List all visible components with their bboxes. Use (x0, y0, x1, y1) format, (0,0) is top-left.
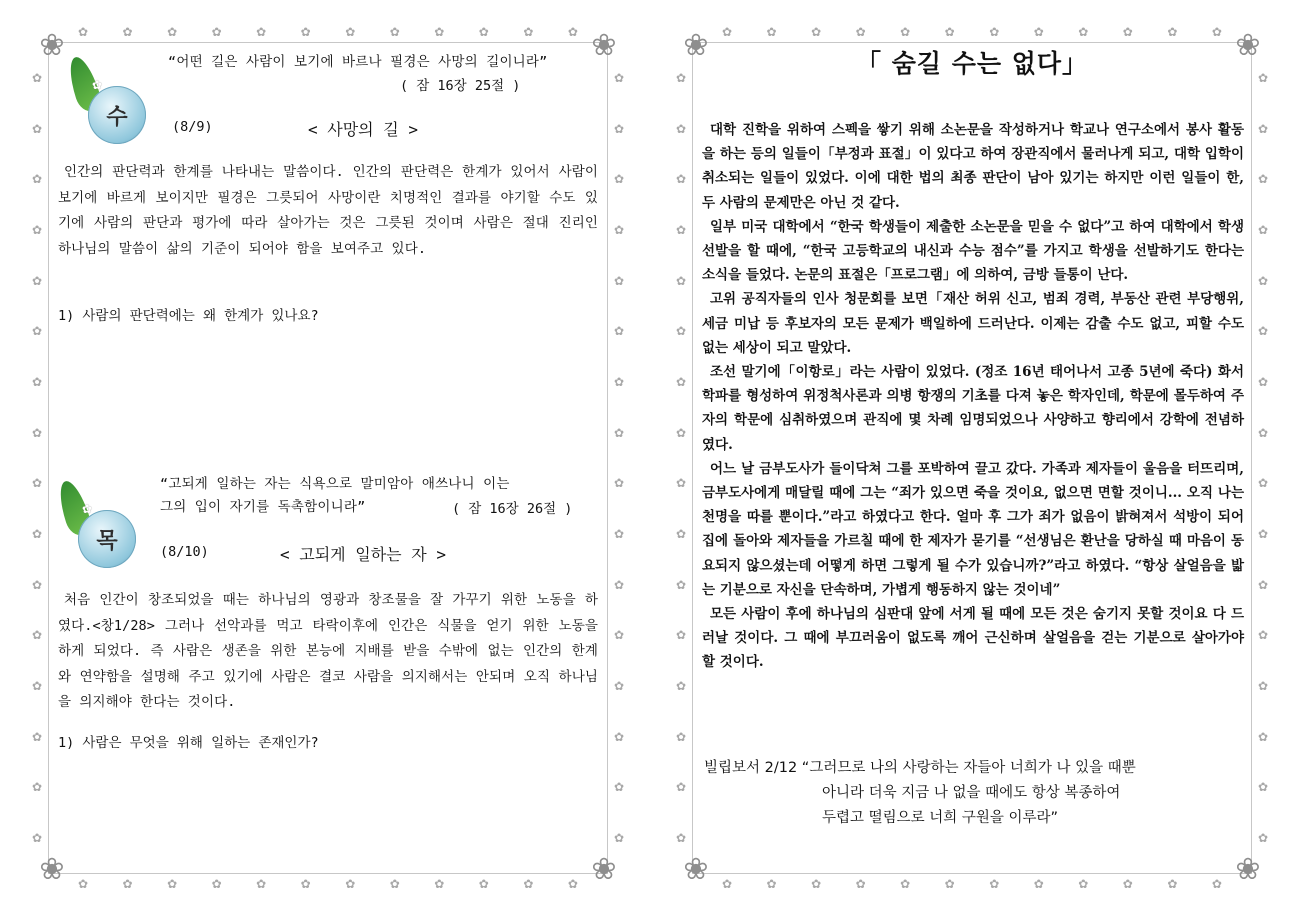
flower-icon: ✿ (345, 25, 356, 39)
flower-icon: ✿ (1257, 172, 1268, 187)
flower-icon: ✿ (1257, 121, 1268, 136)
flower-icon: ✿ (811, 877, 822, 891)
flower-icon: ✿ (1122, 25, 1133, 39)
flower-icon: ✿ (1257, 222, 1268, 237)
flower-icon: ✿ (989, 877, 1000, 891)
flower-icon: ✿ (1211, 877, 1222, 891)
lesson2-body: 처음 인간이 창조되었을 때는 하나님의 영광과 창조물을 잘 가꾸기 위한 노동을 하였다.<창1/28> 그러나 선악과를 먹고 타락이후에 인간은 식물을 얻기 위한 노동을 하게 되었다. 즉 사람은 생존을 위한 본능에 지배를 받을 수밖에 없는 인간의 한계와 연약함을 설명해 주고 있기에 사람은 결코 사람을 의지해서는 안되며 오직 하나님을 의지해야 한다는 것이다. (58, 592, 598, 710)
flower-icon: ✿ (122, 25, 133, 39)
article-paragraph: 조선 말기에「이항로」라는 사람이 있었다. (정조 16년 태어나서 고종 5년에 죽다) 화서학파를 형성하여 위정척사론과 의병 항쟁의 기초를 다져 놓은 학자인데, 학문에 몰두하여 주자의 학문에 심취하였으며 관직에 몇 차례 임명되었으나 사양하고 향리에서 강학에 전념하였다. (702, 364, 1244, 453)
article-paragraph: 고위 공직자들의 인사 청문회를 보면「재산 허위 신고, 범죄 경력, 부동산 관련 부당행위, 세금 미납 등 후보자의 모든 문제가 백일하에 드러난다. 이제는 감출 수도 없고, 피할 수도 없는 세상이 되고 말았다. (702, 291, 1244, 356)
lesson2-date: (8/10) (160, 544, 209, 560)
flower-icon: ✿ (256, 25, 267, 39)
corner-flower-icon: ❀ (683, 852, 709, 887)
lesson2-question: 1) 사람은 무엇을 위해 일하는 존재인가? (58, 735, 319, 751)
closing-verse-line1: 빌립보서 2/12 “그러므로 나의 사랑하는 자들아 너희가 나 있을 때뿐 (704, 760, 1136, 776)
flower-icon: ✿ (676, 780, 687, 795)
flower-icon: ✿ (1257, 678, 1268, 693)
flower-icon: ✿ (211, 25, 222, 39)
flower-icon: ✿ (613, 628, 624, 643)
lesson1-reference: ( 잠 16장 25절 ) (400, 78, 521, 94)
lesson1-date: (8/9) (172, 119, 213, 135)
flower-icon: ✿ (811, 25, 822, 39)
flower-icon: ✿ (1078, 25, 1089, 39)
flower-icon: ✿ (613, 729, 624, 744)
flower-icon: ✿ (1078, 877, 1089, 891)
flower-icon: ✿ (1257, 729, 1268, 744)
flower-icon: ✿ (1257, 628, 1268, 643)
lesson2-verse-line2: 그의 입이 자기를 독촉함이니라” (160, 499, 366, 515)
article-paragraph: 모든 사람이 후에 하나님의 심판대 앞에 서게 될 때에 모든 것은 숨기지 못할 것이요 다 드러날 것이다. 그 때에 부끄러움이 없도록 깨어 근신하며 살얼음을 걷는 기분으로 살아가야 할 것이다. (702, 606, 1244, 671)
flower-icon: ✿ (676, 526, 687, 541)
flower-icon: ✿ (32, 830, 43, 845)
flower-icon: ✿ (766, 25, 777, 39)
flower-icon: ✿ (1033, 877, 1044, 891)
flower-icon: ✿ (613, 71, 624, 85)
flower-icon: ✿ (1122, 877, 1133, 891)
flower-icon: ✿ (567, 25, 578, 39)
border-flowers-bottom (78, 878, 578, 890)
lesson1-title: < 사망의 길 > (308, 120, 418, 139)
corner-flower-icon: ❀ (39, 852, 65, 887)
flower-icon: ✿ (32, 729, 43, 744)
flower-icon: ✿ (32, 678, 43, 693)
flower-icon: ✿ (676, 830, 687, 845)
flower-icon: ✿ (32, 324, 43, 339)
corner-flower-icon: ❀ (591, 852, 617, 887)
flower-icon: ✿ (167, 25, 178, 39)
flower-icon: ✿ (613, 374, 624, 389)
border-flowers-top (78, 26, 578, 38)
flower-icon: ✿ (300, 25, 311, 39)
lesson2-verse-line1: “고되게 일하는 자는 식욕으로 말미암아 애쓰나니 이는 (160, 476, 510, 492)
flower-icon: ✿ (676, 374, 687, 389)
flower-icon: ✿ (345, 877, 356, 891)
closing-verse (704, 756, 1254, 831)
flower-icon: ✿ (32, 222, 43, 237)
flower-icon: ✿ (613, 678, 624, 693)
flower-icon: ✿ (1211, 25, 1222, 39)
corner-flower-icon: ❀ (591, 28, 617, 63)
flower-icon: ✿ (32, 172, 43, 187)
flower-icon: ✿ (900, 877, 911, 891)
flower-icon: ✿ (389, 877, 400, 891)
border-flowers-top (722, 26, 1222, 38)
flower-icon: ✿ (211, 877, 222, 891)
day-badge-label: 목 (96, 527, 118, 554)
flower-icon: ✿ (613, 577, 624, 592)
closing-verse-line2: 아니라 더욱 지금 나 없을 때에도 항상 복종하여 (822, 785, 1121, 801)
flower-icon: ✿ (613, 476, 624, 491)
flower-icon: ✿ (676, 222, 687, 237)
flower-icon: ✿ (1167, 25, 1178, 39)
border-flowers-left (32, 72, 42, 844)
flower-icon: ✿ (676, 628, 687, 643)
article-body (702, 118, 1244, 675)
flower-icon: ✿ (256, 877, 267, 891)
flower-icon: ✿ (1033, 25, 1044, 39)
day-badge-label: 수 (106, 103, 128, 130)
flower-icon: ✿ (1257, 71, 1268, 85)
flower-icon: ✿ (32, 780, 43, 795)
flower-icon: ✿ (1257, 780, 1268, 795)
flower-icon: ✿ (613, 526, 624, 541)
flower-icon: ✿ (613, 273, 624, 288)
flower-icon: ✿ (676, 577, 687, 592)
flower-icon: ✿ (1257, 425, 1268, 440)
flower-icon: ✿ (900, 25, 911, 39)
flower-icon: ✿ (32, 577, 43, 592)
flower-icon: ✿ (613, 324, 624, 339)
flower-icon: ✿ (613, 222, 624, 237)
flower-icon: ✿ (32, 374, 43, 389)
flower-icon: ✿ (676, 425, 687, 440)
flower-icon: ✿ (676, 172, 687, 187)
flower-icon: ✿ (523, 877, 534, 891)
flower-icon: ✿ (676, 678, 687, 693)
flower-icon: ✿ (1257, 374, 1268, 389)
corner-flower-icon: ❀ (683, 28, 709, 63)
flower-icon: ✿ (855, 877, 866, 891)
flower-icon: ✿ (676, 324, 687, 339)
flower-icon: ✿ (1257, 830, 1268, 845)
flower-icon: ✿ (32, 476, 43, 491)
flower-icon: ✿ (32, 121, 43, 136)
flower-icon: ✿ (676, 476, 687, 491)
flower-icon: ✿ (944, 877, 955, 891)
lily-flower-icon: ✿ (92, 78, 103, 92)
flower-icon: ✿ (523, 25, 534, 39)
day-badge-thursday (88, 86, 146, 144)
flower-icon: ✿ (855, 25, 866, 39)
lesson2-reference: ( 잠 16장 26절 ) (452, 501, 573, 517)
flower-icon: ✿ (434, 25, 445, 39)
article-paragraph: 일부 미국 대학에서 “한국 학생들이 제출한 소논문을 믿을 수 없다”고 하여 대학에서 학생 선발을 할 때에, “한국 고등학교의 내신과 수능 점수”를 가지고 학생을 선발하기도 한다는 소식을 들었다. 논문의 표절은「프로그램」에 의하여, 금방 들통이 난다. (702, 218, 1244, 284)
lily-flower-icon: ✿ (82, 502, 93, 516)
flower-icon: ✿ (989, 25, 1000, 39)
lesson1-body: 인간의 판단력과 한계를 나타내는 말씀이다. 인간의 판단력은 한계가 있어서 사람이 보기에 바르게 보이지만 필경은 그릇되어 사망이란 치명적인 결과를 야기할 수도 있기에 사람의 판단과 평가에 따라 살아가는 것은 그릇된 것이며 사람은 절대 진리인 하나님의 말씀이 삶의 기준이 되어야 함을 보여주고 있다. (58, 164, 598, 257)
flower-icon: ✿ (300, 877, 311, 891)
lesson1-question: 1) 사람의 판단력에는 왜 한계가 있나요? (58, 308, 319, 324)
flower-icon: ✿ (1257, 273, 1268, 288)
flower-icon: ✿ (676, 71, 687, 85)
flower-icon: ✿ (676, 729, 687, 744)
flower-icon: ✿ (32, 526, 43, 541)
flower-icon: ✿ (613, 121, 624, 136)
flower-icon: ✿ (722, 25, 733, 39)
flower-icon: ✿ (613, 425, 624, 440)
flower-icon: ✿ (1257, 577, 1268, 592)
flower-icon: ✿ (567, 877, 578, 891)
flower-icon: ✿ (78, 877, 89, 891)
article-title: 「 숨길 수는 없다」 (855, 49, 1088, 78)
flower-icon: ✿ (32, 71, 43, 85)
flower-icon: ✿ (676, 273, 687, 288)
border-flowers-left (676, 72, 686, 844)
flower-icon: ✿ (613, 172, 624, 187)
flower-icon: ✿ (766, 877, 777, 891)
corner-flower-icon: ❀ (1235, 28, 1261, 63)
lesson2-title: < 고되게 일하는 자 > (280, 545, 446, 564)
corner-flower-icon: ❀ (39, 28, 65, 63)
article-paragraph: 어느 날 금부도사가 들이닥쳐 그를 포박하여 끌고 갔다. 가족과 제자들이 울음을 터뜨리며, 금부도사에게 매달릴 때에 그는 “죄가 있으면 죽을 것이요, 없으면 면할 것이니... 오직 나는 천명을 따를 뿐이다.”라고 하였다고 한다. 얼마 후 그가 죄가 없음이 밝혀져서 석방이 되어 집에 돌아와 제자들을 가르칠 때에 한 제자가 묻기를 “선생님은 환난을 당하실 때 마음이 동요되지 않으셨는데 어떻게 하면 그렇게 될 수가 있습니까?”라고 하였다. “항상 살얼음을 밟는 기분으로 자신을 단속하며, 가볍게 행동하지 않는 것이네” (702, 460, 1244, 598)
flower-icon: ✿ (478, 25, 489, 39)
flower-icon: ✿ (1257, 324, 1268, 339)
flower-icon: ✿ (1257, 476, 1268, 491)
flower-icon: ✿ (613, 780, 624, 795)
flower-icon: ✿ (32, 628, 43, 643)
flower-icon: ✿ (434, 877, 445, 891)
flower-icon: ✿ (676, 121, 687, 136)
flower-icon: ✿ (1167, 877, 1178, 891)
border-flowers-bottom (722, 878, 1222, 890)
right-page (672, 22, 1272, 894)
flower-icon: ✿ (478, 877, 489, 891)
flower-icon: ✿ (32, 425, 43, 440)
border-flowers-right (614, 72, 624, 844)
flower-icon: ✿ (1257, 526, 1268, 541)
border-flowers-right (1258, 72, 1268, 844)
flower-icon: ✿ (122, 877, 133, 891)
flower-icon: ✿ (389, 25, 400, 39)
closing-verse-line3: 두렵고 떨림으로 너희 구원을 이루라” (822, 810, 1059, 826)
flower-icon: ✿ (32, 273, 43, 288)
flower-icon: ✿ (722, 877, 733, 891)
lesson1-verse: “어떤 길은 사람이 보기에 바르나 필경은 사망의 길이니라” (168, 54, 548, 70)
flower-icon: ✿ (613, 830, 624, 845)
left-page (28, 22, 628, 894)
corner-flower-icon: ❀ (1235, 852, 1261, 887)
day-badge-friday (78, 510, 136, 568)
flower-icon: ✿ (944, 25, 955, 39)
flower-icon: ✿ (167, 877, 178, 891)
flower-icon: ✿ (78, 25, 89, 39)
article-paragraph: 대학 진학을 위하여 스펙을 쌓기 위해 소논문을 작성하거나 학교나 연구소에서 봉사 활동을 하는 등의 일들이「부정과 표절」이 있다고 하여 장관직에서 물러나게 되고, 대학 입학이 취소되는 일들이 있었다. 이에 대한 법의 최종 판단이 남아 있기는 하지만 이런 일들이 한, 두 사람의 문제만은 아닌 것 같다. (702, 122, 1244, 211)
